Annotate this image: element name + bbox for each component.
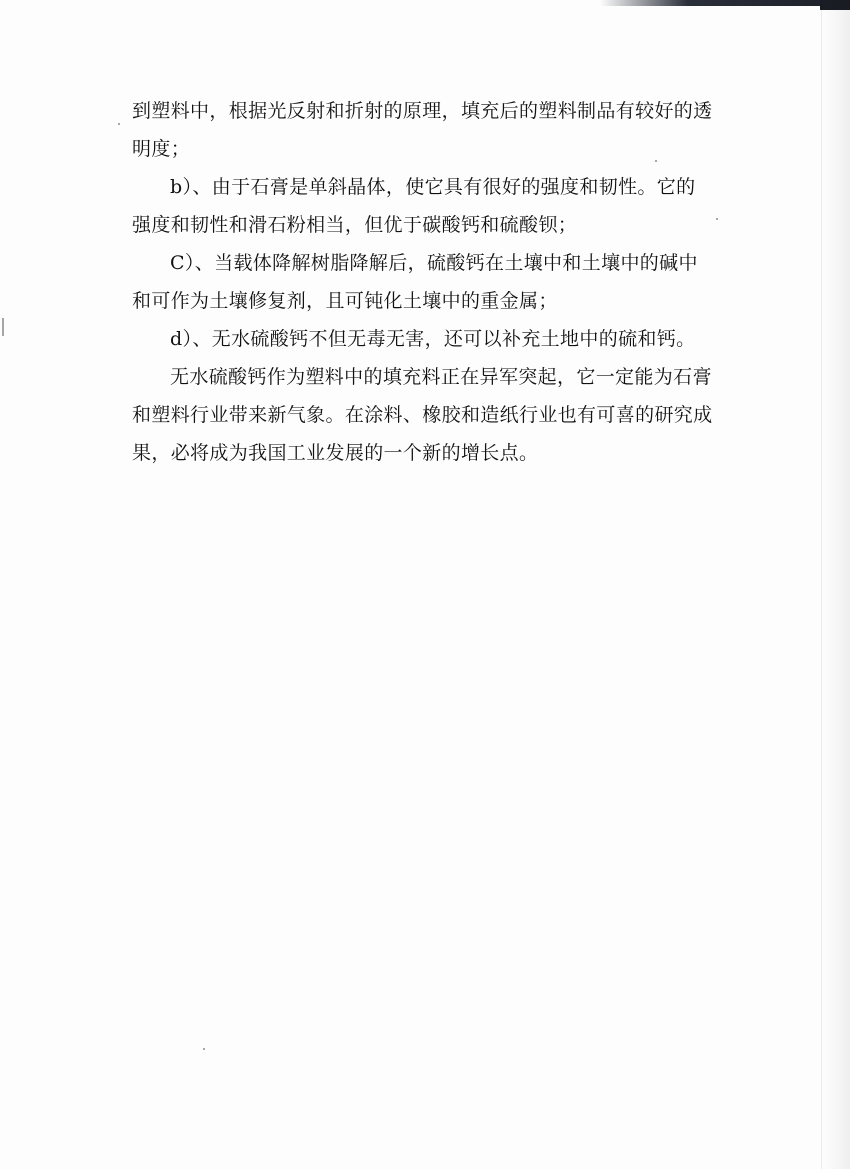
conclusion-paragraph: 无水硫酸钙作为塑料中的填充料正在异军突起，它一定能为石膏 (170, 366, 712, 388)
list-item-d: d）、无水硫酸钙不但无毒无害，还可以补充土地中的硫和钙。 (170, 328, 696, 350)
paragraph-line: 到塑料中，根据光反射和折射的原理，填充后的塑料制品有较好的透 (132, 100, 713, 122)
paragraph-line: 明度； (132, 138, 191, 160)
document-body (132, 100, 732, 480)
paragraph-line: 强度和韧性和滑石粉相当，但优于碳酸钙和硫酸钡； (132, 214, 578, 236)
paragraph-line: 和塑料行业带来新气象。在涂料、橡胶和造纸行业也有可喜的研究成 (132, 404, 713, 426)
scan-speck (203, 1048, 205, 1050)
scan-top-edge (600, 0, 850, 6)
list-item-c: C）、当载体降解树脂降解后，硫酸钙在土壤中和土壤中的碱中 (170, 252, 698, 274)
scan-speck (118, 123, 120, 125)
list-item-b: b）、由于石膏是单斜晶体，使它具有很好的强度和韧性。它的 (170, 176, 696, 198)
paragraph-line: 果，必将成为我国工业发展的一个新的增长点。 (132, 442, 539, 464)
scan-left-mark (2, 318, 4, 336)
scan-right-edge-line (821, 0, 822, 1169)
paragraph-line: 和可作为土壤修复剂，且可钝化土壤中的重金属； (132, 290, 558, 312)
scan-right-shadow (822, 0, 850, 1169)
